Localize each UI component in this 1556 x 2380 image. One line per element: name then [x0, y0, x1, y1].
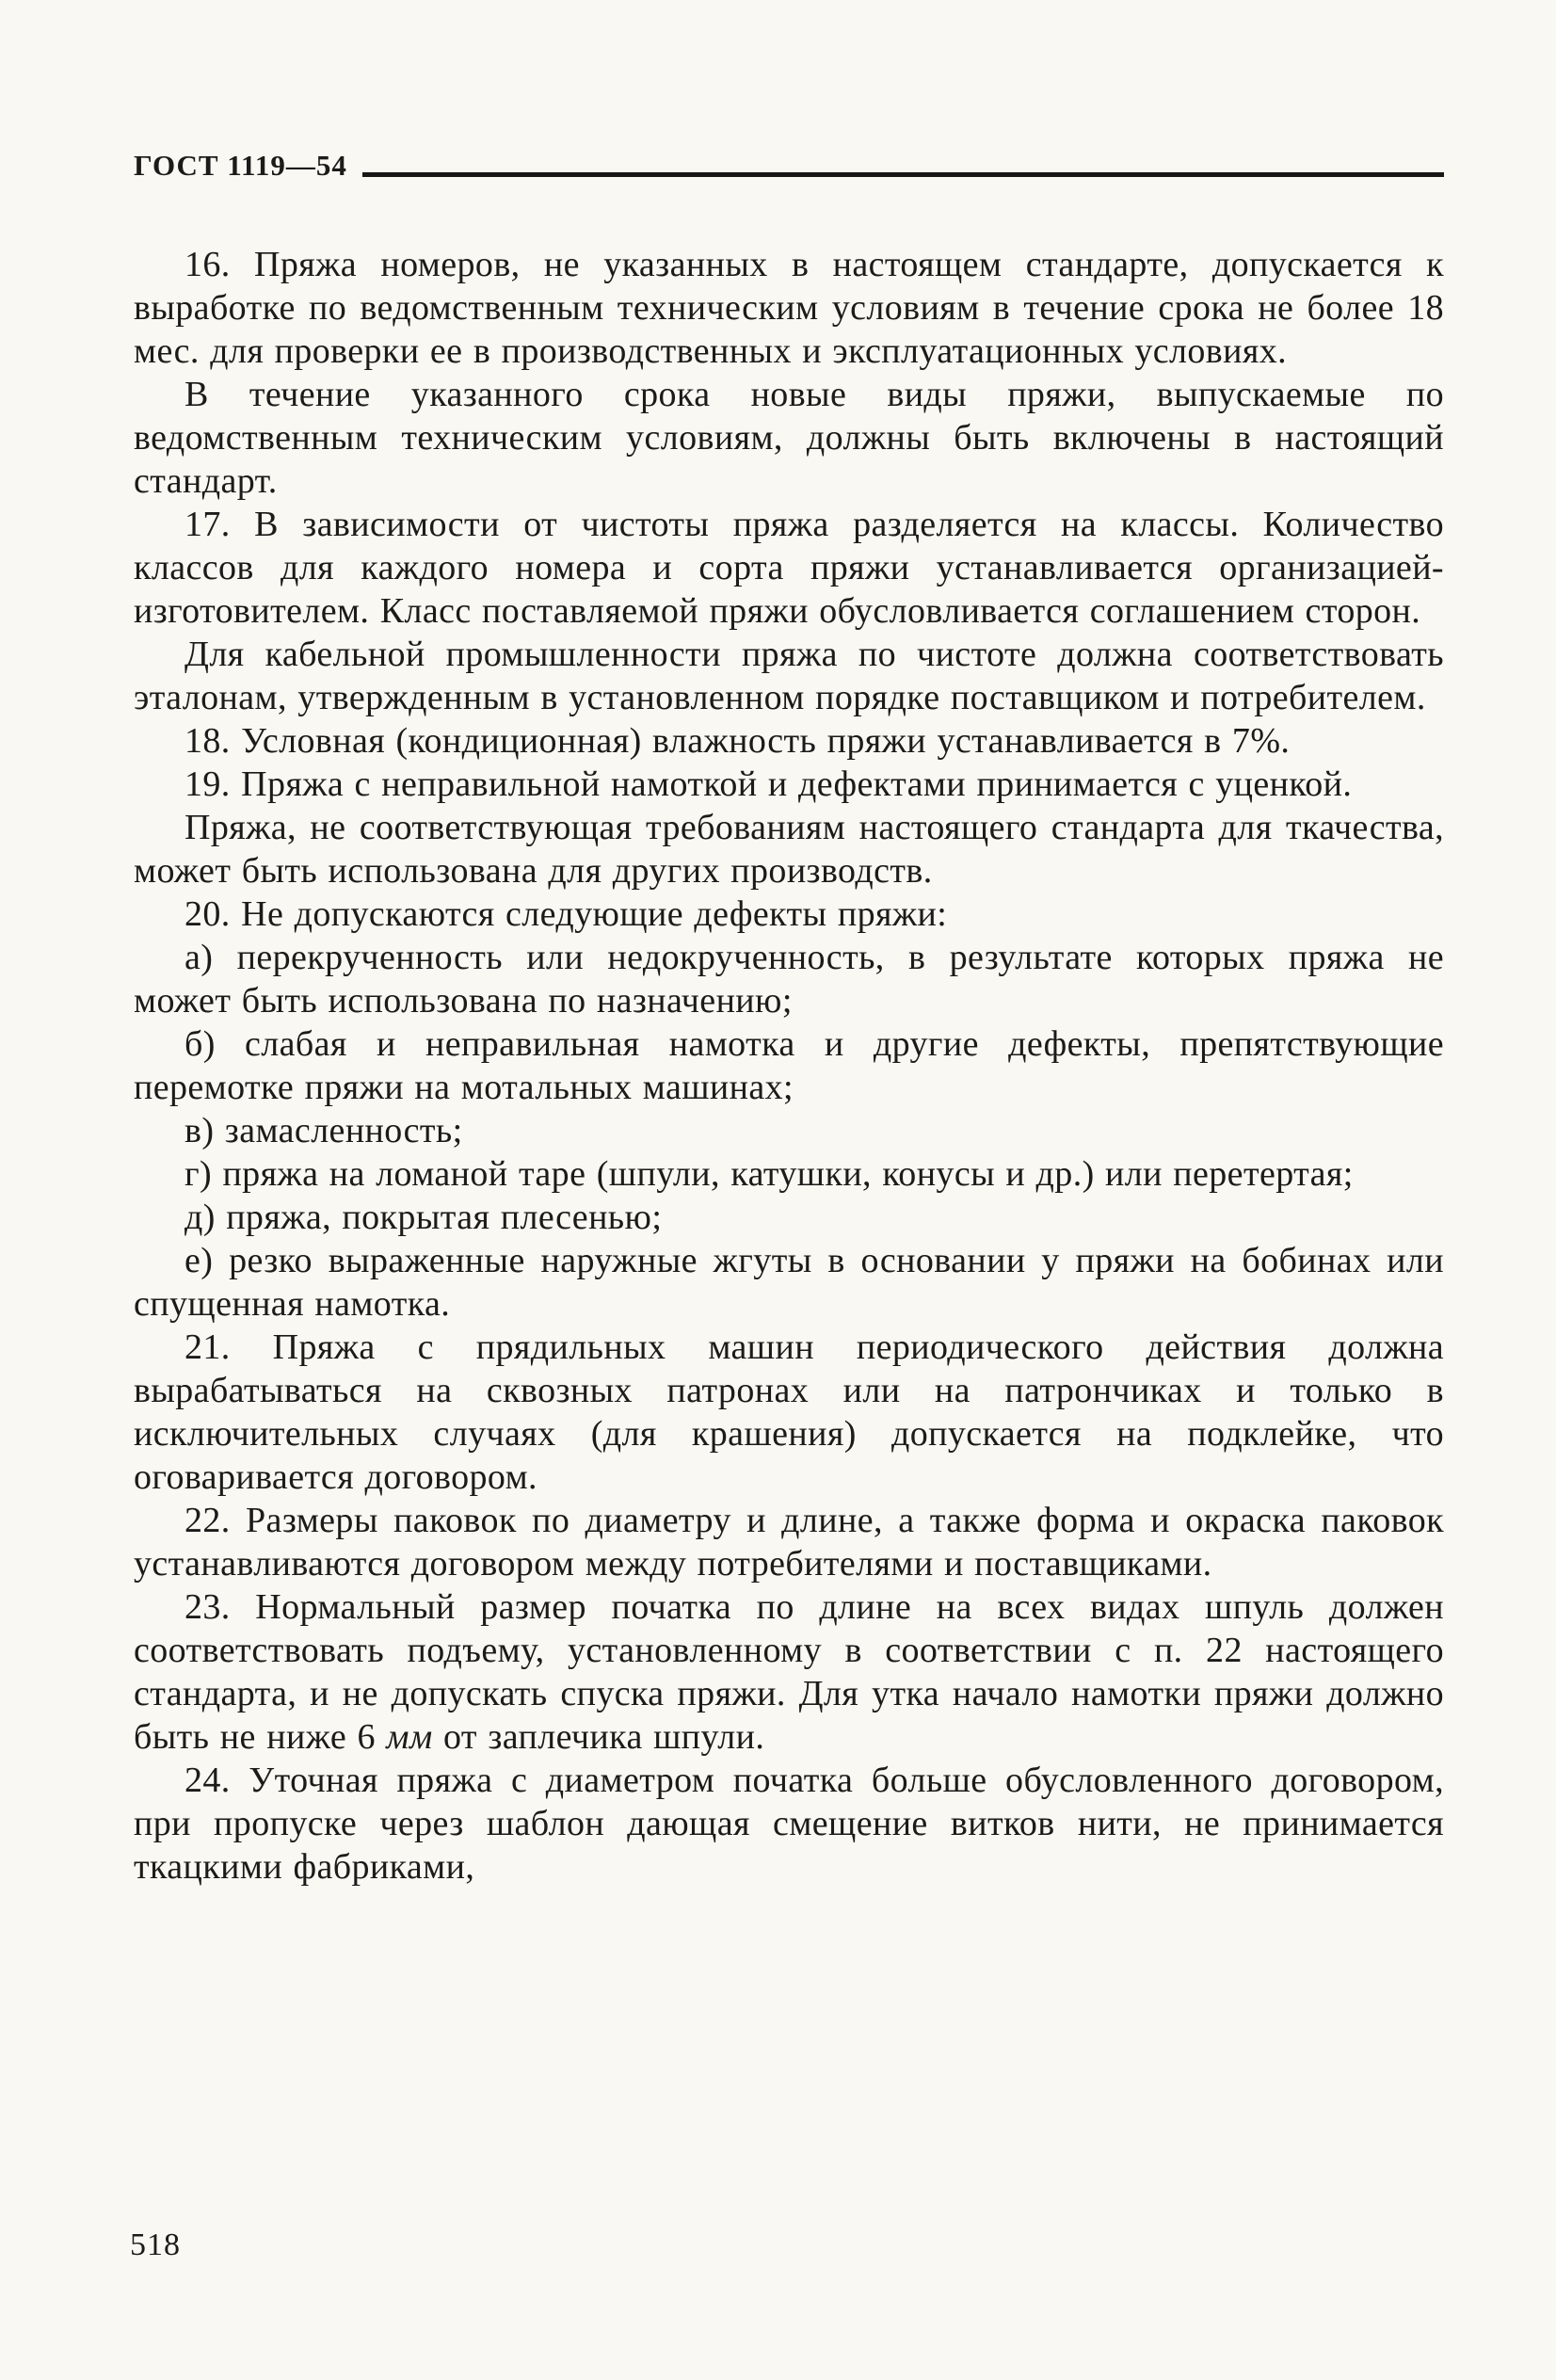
clause-19: 19. Пряжа с неправильной намоткой и дефектами принимается с уценкой.	[184, 764, 1353, 804]
clause-18: 18. Условная (кондиционная) влажность пряжи устанавливается в 7%.	[184, 721, 1291, 761]
clause-20-item-a: а) перекрученность или недокрученность, в результате которых пряжа не может быть использована по назначению;	[134, 938, 1444, 1021]
standard-number: ГОСТ 1119—54	[134, 149, 347, 182]
clause-23-rest: от заплечика шпули.	[432, 1717, 765, 1757]
page-number: 518	[130, 2227, 181, 2262]
clause-24: 24. Уточная пряжа с диаметром початка больше обусловленного договором, при пропуске через шаблон дающая смещение витков нити, не принимается ткацкими фабриками,	[134, 1761, 1444, 1887]
clause-20-item-d: д) пряжа, покрытая плесенью;	[184, 1198, 663, 1237]
clause-22: 22. Размеры паковок по диаметру и длине, а также форма и окраска паковок устанавливаются договором между потребителями и поставщиками.	[134, 1501, 1444, 1584]
clause-20-item-v: в) замасленность;	[184, 1111, 463, 1150]
clause-20: 20. Не допускаются следующие дефекты пряжи:	[184, 894, 948, 934]
clause-16: 16. Пряжа номеров, не указанных в настоящем стандарте, допускается к выработке по ведомственным техническим условиям в течение срока не более 18 мес. для проверки ее в производственных и эксплуатационных условиях.	[134, 245, 1444, 371]
clause-20-item-g: г) пряжа на ломаной таре (шпули, катушки, конусы и др.) или перетертая;	[184, 1154, 1354, 1194]
clause-20-item-e: е) резко выраженные наружные жгуты в основании у пряжи на бобинах или спущенная намотка.	[134, 1241, 1444, 1324]
document-body	[134, 243, 1444, 1889]
clause-23-text: 23. Нормальный размер початка по длине на всех видах шпуль должен соответствовать подъему, установленному в соответствии с п. 22 настоящего стандарта, и не допускать спуска пряжи. Для утка начало намотки пряжи должно быть не ниже 6	[134, 1587, 1444, 1757]
clause-19-continuation: Пряжа, не соответствующая требованиям настоящего стандарта для ткачества, может быть использована для других производств.	[134, 808, 1444, 891]
clause-21: 21. Пряжа с прядильных машин периодического действия должна вырабатываться на сквозных патронах или на патрончиках и только в исключительных случаях (для крашения) допускается на подклейке, что оговаривается договором.	[134, 1327, 1444, 1497]
clause-23-unit: мм	[386, 1717, 433, 1757]
clause-17: 17. В зависимости от чистоты пряжа разделяется на классы. Количество классов для каждого номера и сорта пряжи устанавливается организацией-изготовителем. Класс поставляемой пряжи обусловливается соглашением сторон.	[134, 505, 1444, 631]
clause-17-continuation: Для кабельной промышленности пряжа по чистоте должна соответствовать эталонам, утвержденным в установленном порядке поставщиком и потребителем.	[134, 635, 1444, 717]
clause-23	[134, 1585, 1444, 1759]
clause-16-continuation: В течение указанного срока новые виды пряжи, выпускаемые по ведомственным техническим условиям, должны быть включены в настоящий стандарт.	[134, 375, 1444, 501]
clause-20-item-b: б) слабая и неправильная намотка и другие дефекты, препятствующие перемотке пряжи на мотальных машинах;	[134, 1024, 1444, 1107]
page-header	[134, 151, 1444, 182]
header-rule	[362, 172, 1444, 177]
